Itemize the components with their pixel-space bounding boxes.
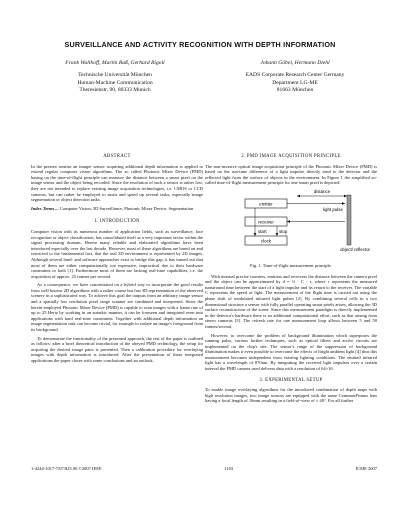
author-names-right: Johann Göbel, Hermann Diehl — [260, 60, 330, 66]
authors-block-left — [40, 60, 190, 95]
clock-label: clock — [260, 238, 272, 244]
setup-paragraph: To enable image overlaying algorithms for the introduced combination of depth maps with high resolution images, two image sensors are equipped with the same CommonPrimus lens having a focal length of 16mm resulting in a field-of-view of ≈ 40°. For all further — [205, 387, 377, 404]
reflector-plate — [347, 195, 351, 245]
tof-figure — [205, 189, 377, 261]
affiliation-line-2: Department LG-ME — [272, 79, 318, 86]
stop-label: stop — [279, 228, 288, 234]
emitter-label: emitter — [259, 201, 273, 207]
setup-heading: 3. EXPERIMENTAL SETUP — [259, 377, 323, 383]
distance-arrow-tail — [297, 195, 300, 198]
index-terms-text: Computer Vision, 3D Surveillance, Photonic Mixer Device, Segmentation — [58, 205, 194, 211]
affiliation-line-1: EADS Corporate Research Center Germany — [245, 72, 345, 79]
right-column — [205, 150, 377, 407]
abstract-text: In the present treatise an imager sensor acquiring additional depth information is applied to extend regular computer vision algorithms. The so called Photonic Mixer Device (PMD) basing on the time-of-flight principle can measure the distance between a smart pixel on the image sensor and the object being recorded. Since the resolution of such a sensor is rather low, they are not intended to replace existing image acquisition technologies, i.e. CMOS or CCD cameras, but can rather be employed to assist and speed up several tasks, especially image segmentation or object detection tasks. — [31, 163, 203, 203]
index-terms — [31, 206, 203, 212]
return-pulse-head — [287, 220, 290, 223]
paper-title: SURVEILLANCE AND ACTIVITY RECOGNITION WITH DEPTH INFORMATION — [64, 40, 336, 49]
abstract-heading: ABSTRACT — [103, 154, 131, 159]
affiliation-line-3: Theresienstr. 90, 80333 Munich — [79, 87, 151, 94]
pmd-heading: 2. PMD IMAGE ACQUISITION PRINCIPLE — [241, 154, 341, 159]
figure-caption: Fig. 1. Time-of-flight measurement principle. — [250, 262, 332, 268]
outgoing-pulse-head — [342, 202, 345, 205]
intro-paragraph-2: As a consequence, we have concentrated on a hybrid way to incorporate the good results from well-known 2D algorithms with a rather coarse but fast 3D representation of the observed scenery in a sophisticated way. To achieve this goal the outputs from an arbitrary image sensor and a spatially low resolution pixel range scanner are combined and interpreted. Since the herein employed Photonic Mixer Device (PMD) is capable to scan images with a frame rate of up to 25 Hertz by working in an autarkic manner, it can be foreseen and integrated even into applications with hard real-time constraints. Together with additional depth information an image segmentation task can become trivial, for example to isolate an image's foreground from its background. — [31, 282, 203, 333]
pmd-paragraph-1: The non-invasive optical image acquisition principle of the Photonic Mixer Device (PMD) is based on the run-time difference of a light impulse directly send to the detector and the reflected light from the surface of objects in the environment. In Figure 1 the simplified so-called time-of-flight measurement principle for one smart pixel is depicted. — [205, 163, 377, 186]
intro-paragraph-3: To demonstrate the functionality of the presented approach, the rest of the paper is outlined as follows: after a brief theoretical introduction of the obeyed PMD technology, the setup for acquiring the desired image pairs is presented. Then a calibration procedure for overlaying images with depth information is introduced. After the presentation of these integrated applications the paper closes with some conclusions and an outlook. — [31, 335, 203, 363]
authors-block-right — [220, 60, 370, 95]
pmd-paragraph-2: With internal precise counters, emitters and receivers the distance between the camera pixel and the object can be approximated by d = ½ · C · τ, where τ represents the measured turnaround time between the start of a light impulse and its return to the receiver. The variable C represents the speed of light. The measurement of the flight time is carried out using the phase shift of modulated infrared light pulses [2]. By combining several cells in a two dimensional structure a sensor with fully parallel operating smart pixels arises, allowing the 3D surface reconstruction of the scene. Since this measurement paradigm is directly implemented in the detector's hardware there is no additional computational effort, such as that arising from stereo cameras [3]. The refresh rate for one measurement loop allows between 5 and 50 frames/second. — [205, 273, 377, 329]
receiver-label: receiver — [258, 219, 274, 225]
footer-page-number: 1103 — [224, 466, 234, 471]
light-pulse-label: light pulse — [323, 206, 343, 212]
page-footer — [31, 466, 377, 471]
affiliation-line-2: Human-Machine Communication — [77, 79, 153, 86]
stop-arrow-head — [276, 233, 279, 236]
index-terms-label: Index Terms— — [31, 205, 59, 211]
affiliation-line-1: Technische Universität München — [78, 72, 152, 79]
pmd-paragraph-3: However, to overcome the problem of background illumination which superposes the running pulse, various further techniques, such as optical filters and active circuits are implemented on the chip's site. The sensor's range of the suppression of background illumination makes it even possible to overcome the effects of bright ambient light [4] thus this measurement becomes independent from existing lighting conditions. The emitted infrared light has a wavelength of 870nm. By integrating the received light impulses over a certain interval the PMD camera used delivers data with a resolution of 64×16. — [205, 332, 377, 372]
left-column — [31, 150, 203, 367]
author-names-left: Frank Wallhoff, Martin Ruß, Gerhard Rigoll — [65, 60, 165, 66]
footer-copyright: 1-4244-1017-7/07/$25.00 ©2007 IEEE — [31, 466, 102, 471]
tof-diagram — [205, 189, 377, 261]
distance-arrow-head — [344, 195, 347, 198]
start-label: start — [258, 228, 267, 234]
intro-heading: 1. INTRODUCTION — [94, 219, 140, 225]
footer-venue: ICME 2007 — [355, 466, 377, 471]
affiliation-line-3: 81663 München — [276, 87, 314, 94]
start-arrow-head — [254, 233, 257, 236]
distance-label: distance — [313, 188, 331, 194]
intro-paragraph-1: Computer vision with its numerous number of application fields, such as surveillance, face recognition or object classification, has consolidated itself as a very important sector within the signal processing domain. Herein many reliable and elaborated algorithms have been introduced especially over the last decade. However, most of these algorithms are based on and restricted to the fundamental fact, that the real 3D environment is represented by 2D images. Although several hard- and software approaches exist to bridge this gap, it has turned out that most of them are either computationally too expensive, impractical due to their hardware constraints or both [1]. Furthermore most of them are lacking real-time capabilities, i.e. the acquisition of approx. 25 frames per second. — [31, 228, 203, 279]
object-label: object/ reflector — [339, 246, 371, 252]
